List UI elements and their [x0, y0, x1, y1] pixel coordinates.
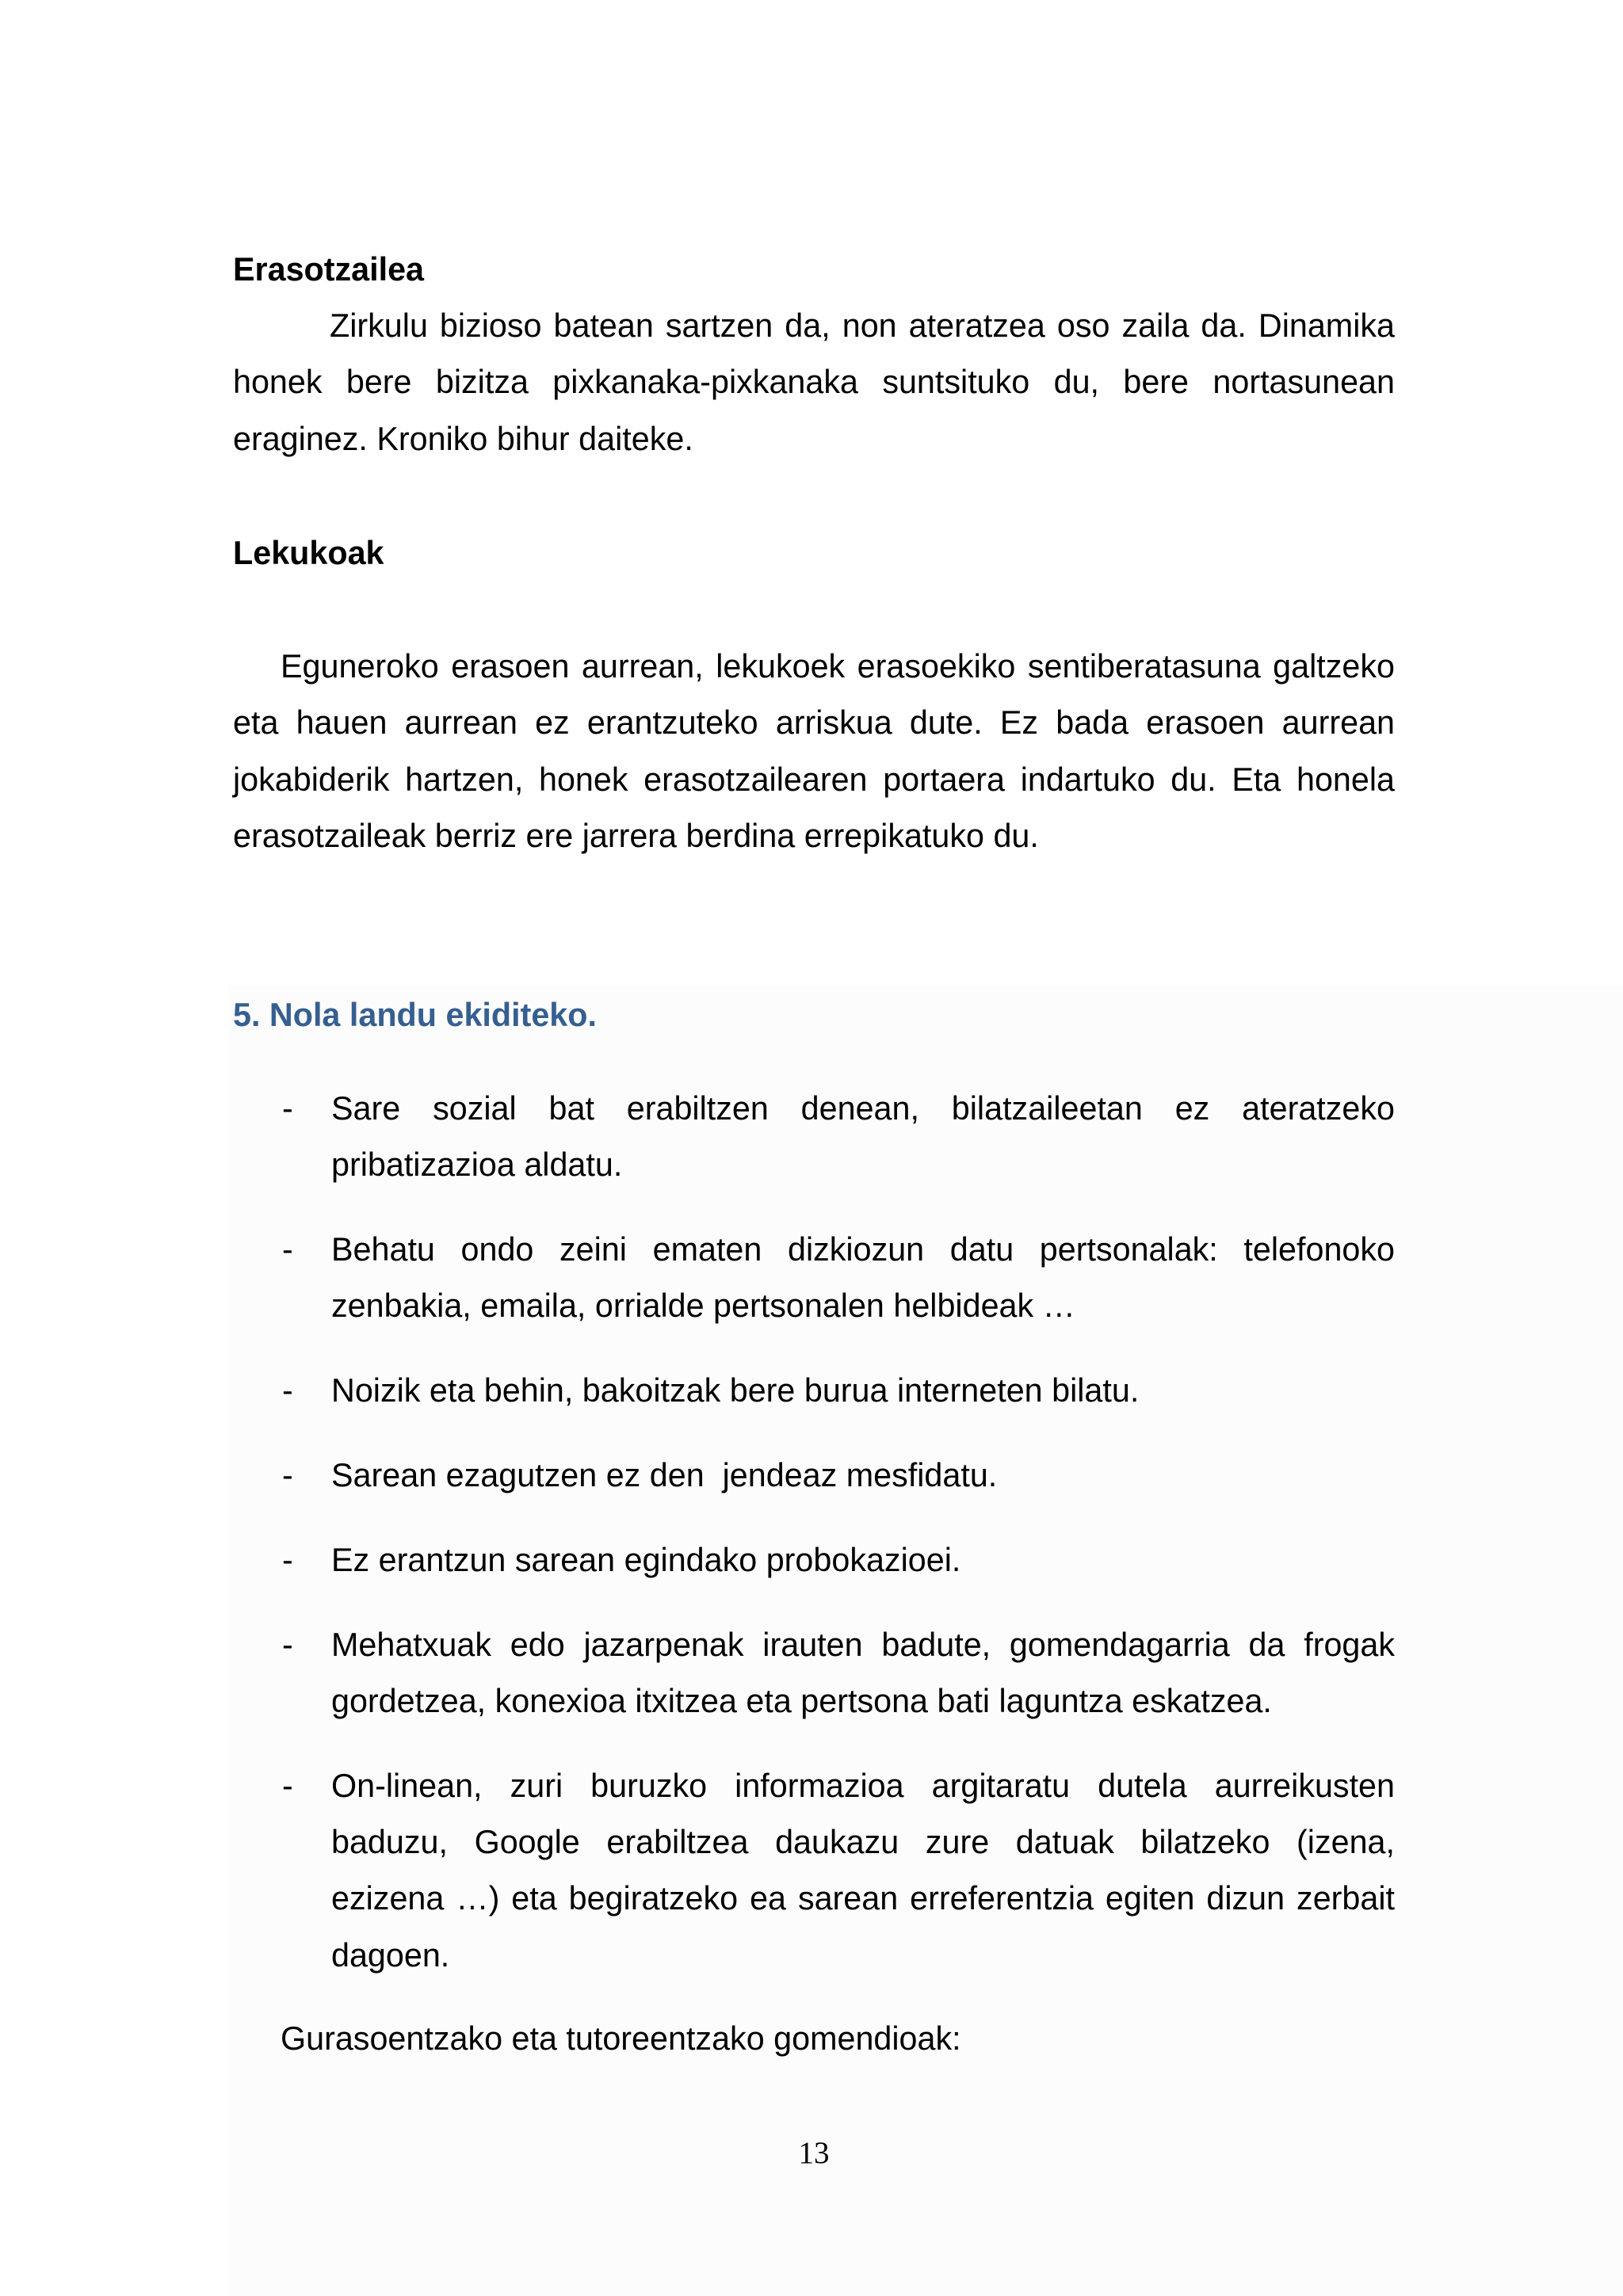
paragraph-line: eta hauen aurrean ez erantzuteko arriskua dute. Ez bada erasoen aurrean [233, 704, 1395, 742]
bullet-marker: - [282, 1767, 293, 1804]
list-item-line: pribatizazioa aldatu. [331, 1146, 623, 1184]
list-item [282, 1532, 1395, 1589]
list-item [282, 1447, 1395, 1504]
bullet-marker: - [282, 1541, 293, 1578]
paragraph-lekukoak [233, 639, 1395, 864]
paragraph-line: Eguneroko erasoen aurrean, lekukoek erasoekiko sentiberatasuna galtzeko [281, 648, 1395, 685]
list-item-text [331, 1532, 1395, 1589]
page-number: 13 [798, 2136, 830, 2170]
paragraph-line: erasotzaileak berriz ere jarrera berdina errepikatuko du. [233, 817, 1039, 854]
list-item-text [331, 1081, 1395, 1194]
paragraph-erasotzailea [233, 298, 1395, 467]
bullet-marker: - [282, 1372, 293, 1409]
list-item [282, 1222, 1395, 1335]
prevention-list [282, 1081, 1395, 2012]
list-item-line: dagoen. [331, 1936, 450, 1974]
list-item [282, 1363, 1395, 1419]
closing-line: Gurasoentzako eta tutoreentzako gomendioak: [281, 2020, 961, 2057]
list-item-line: Ez erantzun sarean egindako probokazioei. [331, 1541, 961, 1578]
section-heading-erasotzailea: Erasotzailea [233, 251, 425, 288]
list-item-line: Sare sozial bat erabiltzen denean, bilatzaileetan ez ateratzeko [331, 1090, 1395, 1127]
bullet-marker: - [282, 1456, 293, 1493]
list-item-text [331, 1363, 1395, 1419]
list-item-text [331, 1447, 1395, 1504]
list-item-line: Mehatxuak edo jazarpenak irauten badute, gomendagarria da frogak [331, 1626, 1395, 1663]
bullet-marker: - [282, 1626, 293, 1663]
list-item-line: Sarean ezagutzen ez den jendeaz mesfidatu. [331, 1456, 998, 1493]
list-item-line: gordetzea, konexioa itxitzea eta pertsona bati laguntza eskatzea. [331, 1682, 1272, 1719]
list-item-line: ezizena …) eta begiratzeko ea sarean erreferentzia egiten dizun zerbait [331, 1880, 1395, 1917]
list-item-line: Behatu ondo zeini ematen dizkiozun datu pertsonalak: telefonoko [331, 1231, 1395, 1268]
paragraph-line: eraginez. Kroniko bihur daiteke. [233, 420, 693, 457]
list-item-line: On-linean, zuri buruzko informazioa argitaratu dutela aurreikusten [331, 1767, 1395, 1804]
paragraph-line: honek bere bizitza pixkanaka-pixkanaka suntsituko du, bere nortasunean [233, 364, 1395, 401]
paragraph-line: jokabiderik hartzen, honek erasotzailearen portaera indartuko du. Eta honela [233, 761, 1395, 798]
bullet-marker: - [282, 1090, 293, 1127]
list-item [282, 1081, 1395, 1194]
list-item-text [331, 1758, 1395, 1984]
bullet-marker: - [282, 1231, 293, 1268]
list-item-line: baduzu, Google erabiltzea daukazu zure datuak bilatzeko (izena, [331, 1823, 1395, 1860]
section-heading-prevention: 5. Nola landu ekiditeko. [233, 997, 597, 1033]
list-item-line: Noizik eta behin, bakoitzak bere burua interneten bilatu. [331, 1372, 1140, 1409]
list-item [282, 1617, 1395, 1730]
section-heading-lekukoak: Lekukoak [233, 535, 384, 571]
paragraph-line: Zirkulu bizioso batean sartzen da, non ateratzea oso zaila da. Dinamika [330, 307, 1395, 344]
list-item-text [331, 1222, 1395, 1335]
list-item-text [331, 1617, 1395, 1730]
list-item-line: zenbakia, emaila, orrialde pertsonalen helbideak … [331, 1287, 1075, 1325]
list-item [282, 1758, 1395, 1984]
